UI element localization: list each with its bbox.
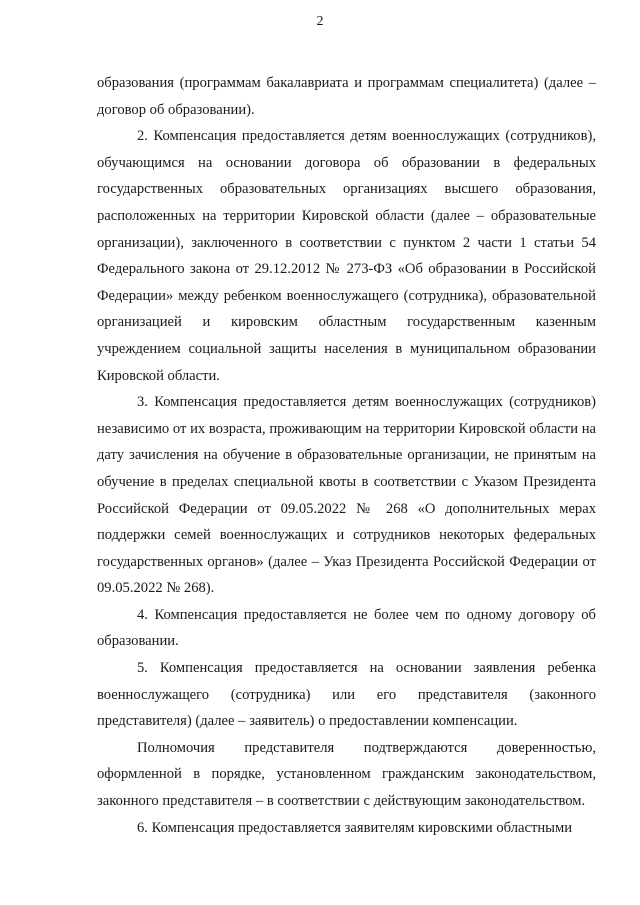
paragraph-4: 4. Компенсация предоставляется не более чем по одному договору об образовании.	[97, 606, 596, 650]
paragraph-3: 3. Компенсация предоставляется детям военнослужащих (сотрудников) независимо от их возраста, проживающим на территории Кировской области на дату зачисления на обучение в образовательные организации, не принятым на обучение в пределах специальной квоты в соответствии с Указом Президента Российской Федерации от 09.05.2022 № 268 «О дополнительных мерах поддержки семей военнослужащих и сотрудников некоторых федеральных государственных органов» (далее – Указ Президента Российской Федерации от 09.05.2022 № 268).	[97, 394, 596, 597]
paragraph-5-authority: Полномочия представителя подтверждаются доверенностью, оформленной в порядке, установленном гражданским законодательством, законного представителя – в соответствии с действующим законодательством.	[97, 739, 596, 810]
paragraph-continuation: образования (программам бакалавриата и программам специалитета) (далее – договор об образовании).	[97, 75, 596, 118]
paragraph-5: 5. Компенсация предоставляется на основании заявления ребенка военнослужащего (сотрудника) или его представителя (законного представителя) (далее – заявитель) о предоставлении компенсации.	[97, 660, 596, 730]
page-number: 2	[316, 14, 324, 29]
paragraph-2: 2. Компенсация предоставляется детям военнослужащих (сотрудников), обучающимся на основании договора об образовании в федеральных государственных образовательных организациях высшего образования, расположенных на территории Кировской области (далее – образовательные организации), заключенного в соответствии с пунктом 2 части 1 статьи 54 Федерального закона от 29.12.2012 № 273-ФЗ «Об образовании в Российской Федерации» между ребенком военнослужащего (сотрудника), образовательной организацией и кировским областным государственным казенным учреждением социальной защиты населения в муниципальном образовании Кировской области.	[97, 128, 596, 384]
paragraph-6: 6. Компенсация предоставляется заявителям кировскими областными	[137, 819, 573, 836]
document-body	[97, 70, 596, 841]
